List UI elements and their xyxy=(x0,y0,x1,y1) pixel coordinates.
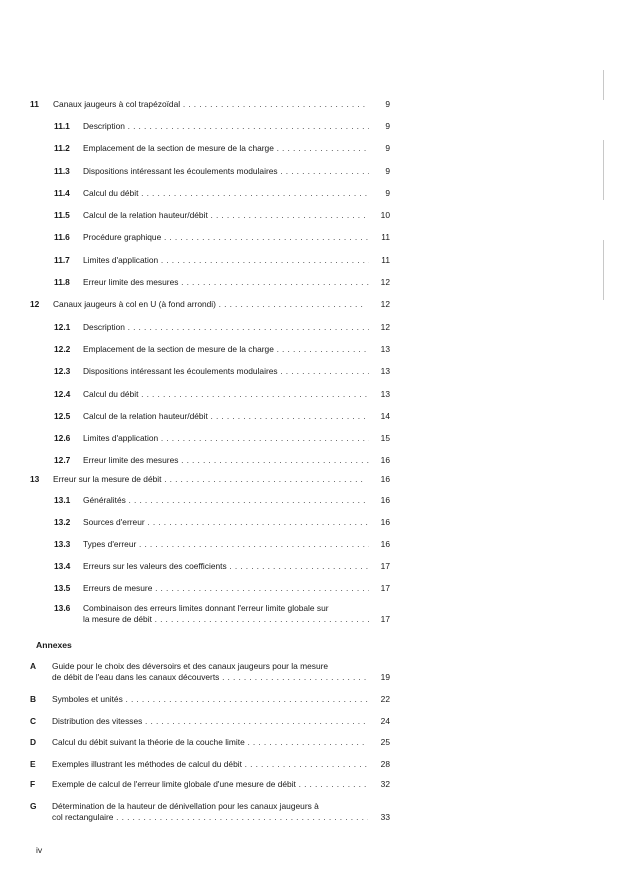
toc-entry-title xyxy=(83,455,369,466)
toc-entry-title xyxy=(52,759,368,770)
toc-entry-title-text: Erreur limite des mesures xyxy=(83,277,179,287)
toc-entry-s12_2 xyxy=(30,344,390,355)
toc-entry-title xyxy=(83,433,369,444)
toc-entry-title-text: la mesure de débit xyxy=(83,613,152,624)
toc-entry-title-line xyxy=(83,561,369,572)
toc-entry-title-line xyxy=(52,779,368,790)
toc-entry-title xyxy=(83,561,369,572)
toc-entry-aD xyxy=(30,737,390,748)
toc-entry-title-text: Distribution des vitesses xyxy=(52,716,143,726)
toc-entry-number: 12.2 xyxy=(54,344,71,354)
toc-entry-aG xyxy=(30,801,390,822)
toc-entry-title xyxy=(83,322,369,333)
toc-entry-s11_2 xyxy=(30,143,390,154)
toc-entry-title xyxy=(83,143,369,154)
toc-entry-number: G xyxy=(30,801,37,811)
toc-entry-number: B xyxy=(30,694,37,704)
toc-entry-title-line xyxy=(83,210,369,221)
toc-entry-title-text: Description xyxy=(83,121,125,131)
toc-entry-number: F xyxy=(30,779,36,789)
toc-entry-page: 12 xyxy=(380,322,390,332)
toc-entry-s13 xyxy=(30,474,390,485)
toc-entry-number: D xyxy=(30,737,37,747)
toc-entry-page: 16 xyxy=(380,474,390,484)
toc-entry-page: 14 xyxy=(380,411,390,421)
toc-entry-title-text: Canaux jaugeurs à col trapézoïdal xyxy=(53,99,181,109)
toc-entry-title-text: Dispositions intéressant les écoulements modulaires xyxy=(83,366,278,376)
toc-entry-number: 13.2 xyxy=(54,517,71,527)
toc-entry-page: 9 xyxy=(385,166,390,176)
toc-entry-title-line xyxy=(83,433,369,444)
toc-entry-number: 11.8 xyxy=(54,277,70,287)
margin-mark xyxy=(603,240,604,300)
toc-entry-number: 12.1 xyxy=(54,322,71,332)
toc-entry-number: 11.4 xyxy=(54,188,70,198)
toc-entry-title-line xyxy=(83,583,369,594)
toc-entry-number: 12.5 xyxy=(54,411,71,421)
toc-entry-page: 32 xyxy=(380,779,390,789)
toc-entry-page: 17 xyxy=(380,583,390,593)
toc-entry-s11_4 xyxy=(30,188,390,199)
toc-entry-s13_2 xyxy=(30,517,390,528)
toc-entry-title-text: col rectangulaire xyxy=(52,811,114,822)
toc-entry-page: 33 xyxy=(380,811,390,822)
toc-entry-title xyxy=(83,344,369,355)
toc-entry-title-text: Description xyxy=(83,322,125,332)
toc-entry-page: 10 xyxy=(380,210,390,220)
toc-entry-title-text: Généralités xyxy=(83,495,126,505)
toc-entry-title xyxy=(52,716,368,727)
toc-entry-title-text: Canaux jaugeurs à col en U (à fond arrondi) xyxy=(53,299,216,309)
toc-entry-page: 16 xyxy=(380,495,390,505)
toc-entry-title-line xyxy=(83,495,369,506)
toc-entry-title-line xyxy=(52,801,368,812)
toc-entry-title-text: Calcul de la relation hauteur/débit xyxy=(83,210,208,220)
toc-entry-title xyxy=(83,255,369,266)
toc-entry-number: 11.2 xyxy=(54,143,70,153)
toc-entry-number: 11 xyxy=(30,99,39,109)
toc-entry-page: 12 xyxy=(380,299,390,309)
toc-entry-s11_7 xyxy=(30,255,390,266)
toc-entry-aF xyxy=(30,779,390,790)
toc-entry-title xyxy=(83,539,369,550)
toc-entry-title-text: Calcul du débit xyxy=(83,188,139,198)
toc-entry-page: 16 xyxy=(380,455,390,465)
toc-entry-page: 11 xyxy=(381,232,390,242)
toc-entry-s12_5 xyxy=(30,411,390,422)
toc-entry-title-text: Emplacement de la section de mesure de la charge xyxy=(83,143,274,153)
toc-entry-title-line xyxy=(83,539,369,550)
toc-entry-title xyxy=(52,737,368,748)
toc-entry-title-text: Emplacement de la section de mesure de la charge xyxy=(83,344,274,354)
toc-entry-title-line xyxy=(83,188,369,199)
toc-entry-title-text: Dispositions intéressant les écoulements modulaires xyxy=(83,166,278,176)
toc-entry-title-text: Erreur sur la mesure de débit xyxy=(53,474,162,484)
toc-entry-title xyxy=(83,517,369,528)
toc-entry-s12_4 xyxy=(30,389,390,400)
toc-entry-title xyxy=(83,232,369,243)
toc-entry-s13_4 xyxy=(30,561,390,572)
toc-entry-s12_1 xyxy=(30,322,390,333)
toc-entry-number: 13.5 xyxy=(54,583,71,593)
toc-entry-title-line xyxy=(83,411,369,422)
toc-entry-s11 xyxy=(30,99,390,110)
toc-entry-page: 9 xyxy=(385,188,390,198)
toc-entry-s12 xyxy=(30,299,390,310)
toc-entry-title-line xyxy=(83,166,369,177)
toc-entry-title-line xyxy=(52,716,368,727)
toc-entry-title-line xyxy=(52,812,368,823)
toc-entry-s11_1 xyxy=(30,121,390,132)
toc-entry-number: 12.6 xyxy=(54,433,71,443)
toc-entry-number: 11.1 xyxy=(54,121,70,131)
toc-entry-title-line xyxy=(52,694,368,705)
toc-entry-title-line xyxy=(83,455,369,466)
toc-entry-page: 15 xyxy=(380,433,390,443)
toc-entry-title xyxy=(53,474,366,485)
toc-entry-title-line xyxy=(53,299,366,310)
toc-entry-page: 11 xyxy=(381,255,390,265)
toc-entry-number: 12.3 xyxy=(54,366,71,376)
toc-entry-page: 25 xyxy=(380,737,390,747)
toc-entry-page: 9 xyxy=(385,143,390,153)
toc-entry-title-text: Combinaison des erreurs limites donnant l'erreur limite globale sur xyxy=(83,603,329,613)
toc-entry-title-text: Guide pour le choix des déversoirs et des canaux jaugeurs pour la mesure xyxy=(52,661,329,671)
toc-entry-title xyxy=(83,603,369,624)
toc-entry-number: 11.3 xyxy=(54,166,70,176)
toc-entry-title-line xyxy=(53,99,366,110)
toc-entry-title xyxy=(83,389,369,400)
toc-entry-title xyxy=(83,277,369,288)
toc-entry-title xyxy=(52,661,368,682)
toc-entry-s13_5 xyxy=(30,583,390,594)
toc-entry-title xyxy=(83,121,369,132)
toc-entry-title xyxy=(83,210,369,221)
toc-entry-title-text: Erreurs de mesure xyxy=(83,583,153,593)
toc-entry-title xyxy=(53,299,366,310)
toc-entry-title-text: de débit de l'eau dans les canaux découverts xyxy=(52,671,220,682)
toc-entry-number: 13.4 xyxy=(54,561,71,571)
toc-entry-s12_6 xyxy=(30,433,390,444)
toc-entry-page: 13 xyxy=(380,389,390,399)
toc-entry-number: 12.7 xyxy=(54,455,71,465)
toc-entry-title xyxy=(83,166,369,177)
toc-entry-page: 22 xyxy=(380,694,390,704)
toc-entry-title-text: Exemples illustrant les méthodes de calcul du débit xyxy=(52,759,242,769)
toc-entry-number: A xyxy=(30,661,37,671)
toc-entry-number: 11.5 xyxy=(54,210,70,220)
toc-entry-number: 13.6 xyxy=(54,603,71,613)
toc-entry-title-line xyxy=(52,737,368,748)
toc-entry-aE xyxy=(30,759,390,770)
toc-entry-aB xyxy=(30,694,390,705)
toc-entry-title-line xyxy=(83,614,369,625)
toc-entry-number: 11.7 xyxy=(54,255,70,265)
toc-entry-title-text: Erreurs sur les valeurs des coefficients xyxy=(83,561,227,571)
toc-entry-s11_3 xyxy=(30,166,390,177)
toc-entry-aC xyxy=(30,716,390,727)
toc-entry-title-text: Symboles et unités xyxy=(52,694,123,704)
toc-entry-s13_1 xyxy=(30,495,390,506)
toc-entry-title-line xyxy=(52,661,368,672)
toc-entry-page: 17 xyxy=(380,613,390,624)
toc-entry-s12_3 xyxy=(30,366,390,377)
toc-entry-title xyxy=(52,801,368,822)
toc-entry-title xyxy=(83,366,369,377)
toc-entry-title-text: Exemple de calcul de l'erreur limite globale d'une mesure de débit xyxy=(52,779,296,789)
toc-entry-title xyxy=(53,99,366,110)
toc-entry-title-line xyxy=(83,232,369,243)
toc-entry-s11_5 xyxy=(30,210,390,221)
toc-entry-title-line xyxy=(52,759,368,770)
toc-entry-title-line xyxy=(83,366,369,377)
toc-entry-title-text: Types d'erreur xyxy=(83,539,137,549)
toc-entry-page: 9 xyxy=(385,99,390,109)
toc-entry-page: 16 xyxy=(380,539,390,549)
toc-entry-title xyxy=(83,583,369,594)
toc-entry-aA xyxy=(30,661,390,682)
margin-mark xyxy=(603,140,604,200)
toc-entry-number: 12.4 xyxy=(54,389,71,399)
toc-entry-page: 16 xyxy=(380,517,390,527)
toc-entry-title-line xyxy=(83,344,369,355)
toc-entry-s11_8 xyxy=(30,277,390,288)
toc-entry-title-line xyxy=(83,322,369,333)
toc-entry-title-text: Calcul du débit suivant la théorie de la couche limite xyxy=(52,737,245,747)
page-number-footer: iv xyxy=(36,845,43,855)
toc-entry-number: 13 xyxy=(30,474,40,484)
toc-entry-page: 12 xyxy=(380,277,390,287)
toc-entry-title-line xyxy=(83,517,369,528)
margin-mark xyxy=(603,70,604,100)
toc-entry-title-line xyxy=(83,121,369,132)
toc-entry-number: C xyxy=(30,716,37,726)
toc-entry-title-line xyxy=(83,255,369,266)
toc-entry-page: 13 xyxy=(380,344,390,354)
toc-entry-page: 17 xyxy=(380,561,390,571)
annexes-heading: Annexes xyxy=(36,640,72,650)
toc-entry-title-text: Limites d'application xyxy=(83,255,159,265)
toc-entry-number: 12 xyxy=(30,299,40,309)
toc-entry-number: E xyxy=(30,759,36,769)
toc-entry-title-line xyxy=(52,672,368,683)
toc-entry-title-text: Erreur limite des mesures xyxy=(83,455,179,465)
toc-entry-page: 24 xyxy=(380,716,390,726)
toc-entry-s12_7 xyxy=(30,455,390,466)
toc-entry-title-text: Procédure graphique xyxy=(83,232,162,242)
toc-entry-title-text: Limites d'application xyxy=(83,433,159,443)
toc-entry-title xyxy=(83,411,369,422)
toc-entry-title xyxy=(52,694,368,705)
toc-entry-title-line xyxy=(83,143,369,154)
toc-entry-title xyxy=(52,779,368,790)
toc-entry-title xyxy=(83,495,369,506)
toc-entry-title-text: Sources d'erreur xyxy=(83,517,145,527)
toc-entry-title xyxy=(83,188,369,199)
toc-entry-s11_6 xyxy=(30,232,390,243)
toc-entry-s13_3 xyxy=(30,539,390,550)
toc-entry-s13_6 xyxy=(30,603,390,624)
toc-entry-page: 28 xyxy=(380,759,390,769)
toc-entry-number: 13.1 xyxy=(54,495,71,505)
toc-entry-title-line xyxy=(83,603,369,614)
toc-entry-page: 13 xyxy=(380,366,390,376)
toc-entry-number: 13.3 xyxy=(54,539,71,549)
toc-entry-title-text: Calcul du débit xyxy=(83,389,139,399)
toc-entry-page: 9 xyxy=(385,121,390,131)
toc-entry-title-line xyxy=(83,277,369,288)
toc-entry-title-line xyxy=(53,474,366,485)
toc-entry-title-text: Détermination de la hauteur de dénivellation pour les canaux jaugeurs à xyxy=(52,801,319,811)
toc-entry-title-text: Calcul de la relation hauteur/débit xyxy=(83,411,208,421)
toc-entry-number: 11.6 xyxy=(54,232,70,242)
toc-entry-page: 19 xyxy=(380,671,390,682)
toc-entry-title-line xyxy=(83,389,369,400)
